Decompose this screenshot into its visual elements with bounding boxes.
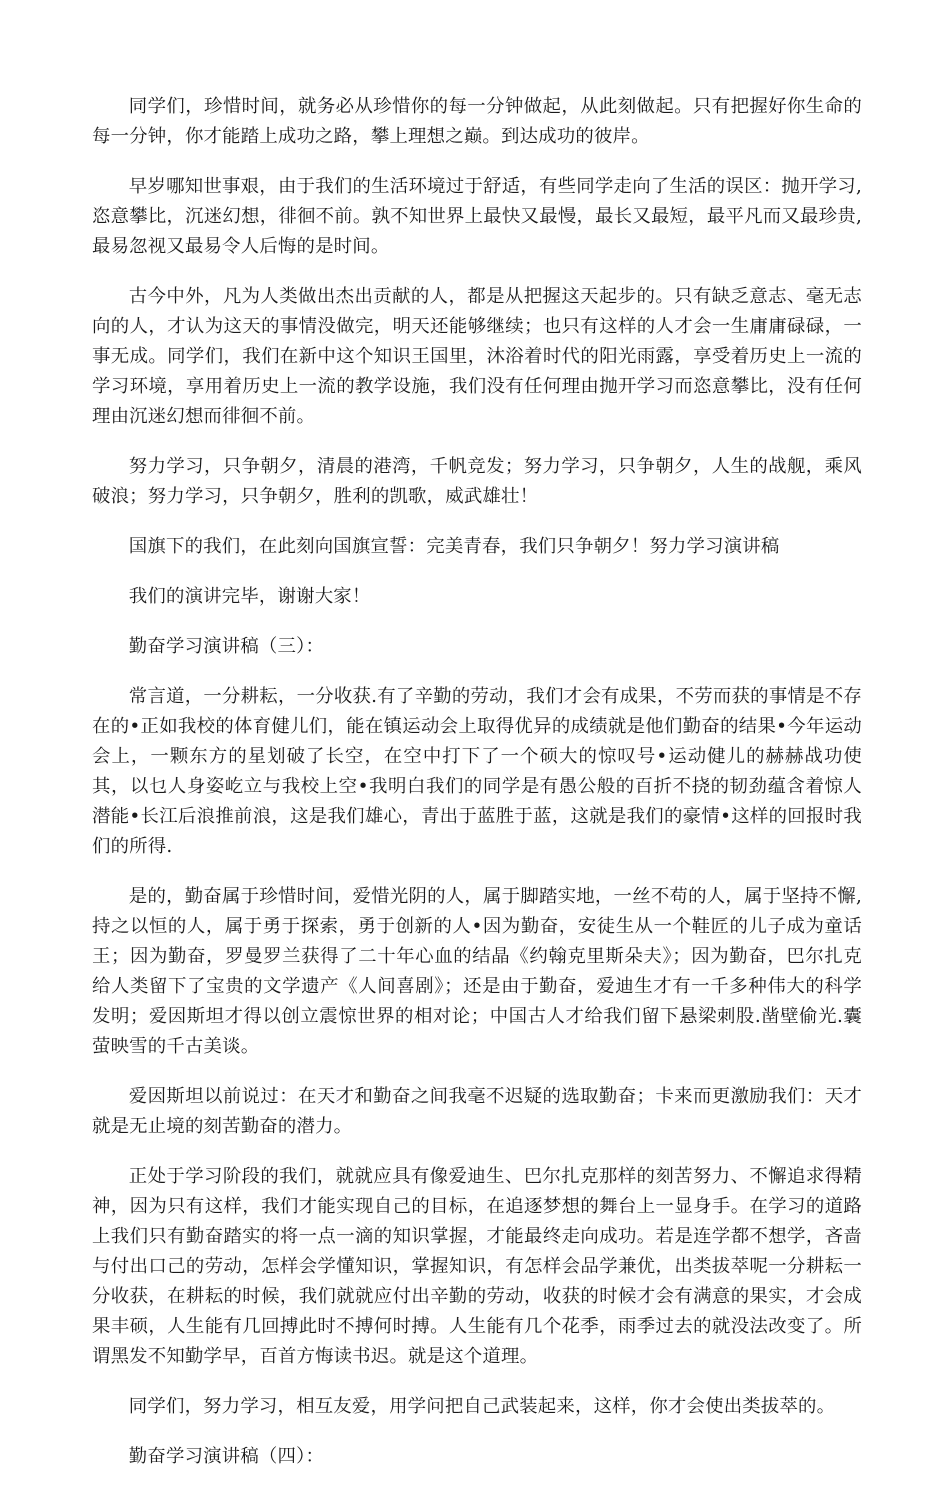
paragraph-10: 爱因斯坦以前说过：在天才和勤奋之间我毫不迟疑的选取勤奋；卡来而更激励我们：天才就是无止境的刻苦勤奋的潜力。 (92, 1086, 862, 1137)
document-page (92, 92, 862, 1492)
paragraph-3: 古今中外，凡为人类做出杰出贡献的人，都是从把握这天起步的。只有缺乏意志、毫无志向的人，才认为这天的事情没做完，明天还能够继续；也只有这样的人才会一生庸庸碌碌，一事无成。同学们，我们在新中这个知识王国里，沐浴着时代的阳光雨露，享受着历史上一流的学习环境，享用着历史上一流的教学设施，我们没有任何理由抛开学习而恣意攀比，没有任何理由沉迷幻想而徘徊不前。 (92, 286, 862, 427)
paragraph-1: 同学们，珍惜时间，就务必从珍惜你的每一分钟做起，从此刻做起。只有把握好你生命的每一分钟，你才能踏上成功之路，攀上理想之巅。到达成功的彼岸。 (92, 96, 862, 147)
section-heading-3: 勤奋学习演讲稿（三）： (128, 636, 325, 657)
section-heading-4: 勤奋学习演讲稿（四）： (128, 1446, 325, 1467)
paragraph-8: 常言道，一分耕耘，一分收获.有了辛勤的劳动，我们才会有成果，不劳而获的事情是不存在的•正如我校的体育健儿们，能在镇运动会上取得优异的成绩就是他们勤奋的结果•今年运动会上，一颗东方的星划破了长空，在空中打下了一个硕大的惊叹号•运动健儿的赫赫战功使其，以乜人身姿屹立与我校上空•我明白我们的同学是有愚公般的百折不挠的韧劲蕴含着惊人潜能•长江后浪推前浪，这是我们雄心，青出于蓝胜于蓝，这就是我们的豪情•这样的回报时我们的所得. (92, 686, 862, 857)
paragraph-6: 我们的演讲完毕，谢谢大家！ (128, 586, 371, 607)
paragraph-11: 正处于学习阶段的我们，就就应具有像爱迪生、巴尔扎克那样的刻苦努力、不懈追求得精神，因为只有这样，我们才能实现自己的目标，在追逐梦想的舞台上一显身手。在学习的道路上我们只有勤奋踏实的将一点一滴的知识掌握，才能最终走向成功。若是连学都不想学，吝啬与付出口己的劳动，怎样会学懂知识，掌握知识，有怎样会品学兼优，出类拔萃呢一分耕耘一分收获，在耕耘的时候，我们就就应付出辛勤的劳动，收获的时候才会有满意的果实，才会成果丰硕，人生能有几回搏此时不搏何时搏。人生能有几个花季，雨季过去的就没法改变了。所谓黑发不知勤学早，百首方悔读书迟。就是这个道理。 (92, 1166, 862, 1367)
paragraph-12: 同学们，努力学习，相互友爱，用学问把自己武装起来，这样，你才会使出类拔萃的。 (128, 1396, 836, 1417)
paragraph-9: 是的，勤奋属于珍惜时间，爱惜光阴的人，属于脚踏实地，一丝不苟的人，属于坚持不懈,持之以恒的人，属于勇于探索，勇于创新的人•因为勤奋，安徒生从一个鞋匠的儿子成为童话王；因为勤奋，罗曼罗兰获得了二十年心血的结晶《约翰克里斯朵夫》；因为勤奋，巴尔扎克给人类留下了宝贵的文学遗产《人间喜剧》；还是由于勤奋，爱迪生才有一千多种伟大的科学发明；爱因斯坦才得以创立震惊世界的相对论；中国古人才给我们留下悬梁刺股.凿壁偷光.囊萤映雪的千古美谈。 (92, 886, 862, 1057)
paragraph-4: 努力学习，只争朝夕，清晨的港湾，千帆竞发；努力学习，只争朝夕，人生的战舰，乘风破浪；努力学习，只争朝夕，胜利的凯歌，威武雄壮！ (92, 456, 862, 507)
paragraph-5: 国旗下的我们，在此刻向国旗宣誓：完美青春，我们只争朝夕！努力学习演讲稿 (128, 536, 780, 557)
paragraph-2: 早岁哪知世事艰，由于我们的生活环境过于舒适，有些同学走向了生活的误区：抛开学习,恣意攀比，沉迷幻想，徘徊不前。孰不知世界上最快又最慢，最长又最短，最平凡而又最珍贵,最易忽视又最易令人后悔的是时间。 (92, 176, 862, 257)
